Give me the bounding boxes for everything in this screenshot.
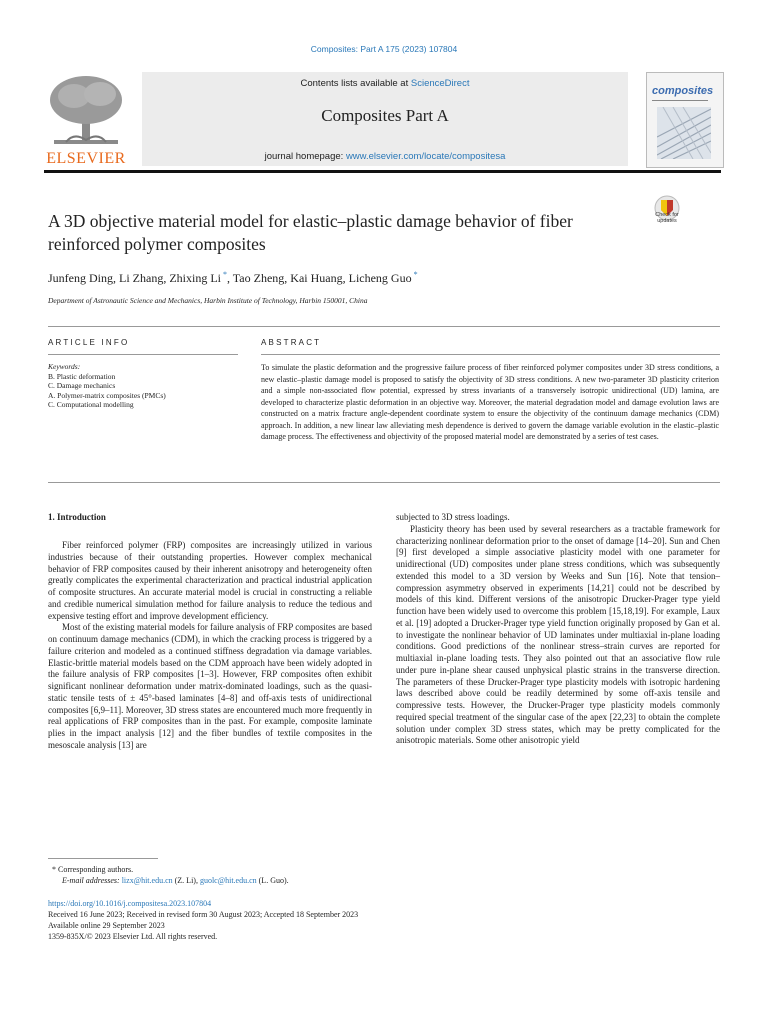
journal-homepage-link[interactable]: www.elsevier.com/locate/compositesa	[345, 151, 506, 162]
article-title: A 3D objective material model for elastic–plastic damage behavior of fiber reinforced polymer composites	[48, 211, 573, 254]
abstract-heading: ABSTRACT	[261, 338, 322, 347]
received-dates: Received 16 June 2023; Received in revised form 30 August 2023; Accepted 18 September 2023	[48, 910, 359, 919]
author-list	[48, 270, 418, 286]
keywords-block	[48, 362, 238, 410]
right-column	[396, 512, 720, 747]
sciencedirect-link[interactable]: ScienceDirect	[410, 78, 470, 89]
corresponding-author-mark[interactable]: *	[221, 270, 227, 279]
keyword[interactable]: C. Damage mechanics	[48, 381, 116, 390]
author-separator: ,	[163, 271, 170, 285]
email-link-li[interactable]: lizx@hit.edu.cn	[121, 876, 173, 885]
online-date: Available online 29 September 2023	[48, 921, 165, 930]
divider	[48, 482, 720, 483]
author-separator: ,	[284, 271, 291, 285]
author-name[interactable]: Kai Huang	[290, 271, 343, 285]
cover-title: composites	[652, 85, 714, 97]
doi-link[interactable]: https://doi.org/10.1016/j.compositesa.2023.107804	[48, 899, 212, 908]
check-for-updates-label: Check for updates	[655, 212, 679, 224]
keywords-title: Keywords:	[48, 362, 81, 371]
corresponding-author-mark[interactable]: *	[411, 270, 418, 279]
article-metadata	[48, 898, 358, 942]
author-name[interactable]: Tao Zheng	[232, 271, 285, 285]
divider	[48, 354, 238, 355]
article-info-heading: ARTICLE INFO	[48, 338, 130, 347]
corresponding-note: * Corresponding authors.	[52, 865, 134, 874]
journal-name: Composites Part A	[321, 106, 449, 125]
publisher-name: ELSEVIER	[46, 150, 126, 167]
journal-citation-link[interactable]: Composites: Part A 175 (2023) 107804	[310, 44, 458, 54]
keyword[interactable]: A. Polymer-matrix composites (PMCs)	[48, 390, 166, 400]
paragraph: Most of the existing material models for failure analysis of FRP composites are based on continuum damage mechanics (CDM), in which the cracking process is triggered by a failure criterion and modeled as a continued stiffness degradation via damage variables. Elastic-brittle material models based on the CDM approach have been widely adopted in the failure analysis of FRP composites [1–3]. However, FRP composites often exhibit significant nonlinear deformation under matrix-dominated loadings, such as the quasi-static tensile tests of ± 45°-based laminates [4–8] and off-axis tests of unidirectional composites [6,9–11]. Moreover, 3D stress states are encountered much more frequently in real applications of FRP composites than in the past. For example, composite laminate plies in the impact analysis [12] and the fiber bundles of textile composites in the mesoscale analysis [13] are	[48, 622, 372, 750]
header-rule	[44, 170, 721, 173]
author-name[interactable]: Licheng Guo	[348, 271, 412, 285]
author-name[interactable]: Li Zhang	[119, 271, 164, 285]
paragraph: Fiber reinforced polymer (FRP) composites are increasingly utilized in various industries because of their outstanding properties. However complex mechanical behavior of FRP composites caused by their inherent anisotropy and heterogeneity often greatly complicates the experimental characterization and practical industrial application of composite structures. An accurate material model is crucial in constructing a reliable and credible numerical simulation method for failure analysis to reduce the tedious and expensive testing effort and improve development efficiency.	[48, 540, 372, 621]
author-name[interactable]: Junfeng Ding	[48, 271, 113, 285]
author-separator: ,	[227, 271, 233, 285]
author-name[interactable]: Zhixing Li	[169, 271, 221, 285]
paragraph: Plasticity theory has been used by several researchers as a tractable framework for characterizing nonlinear deformation prior to the onset of damage [14–20]. Sun and Chen [9] first developed a simple associative plasticity model with one parameter for unidirectional (UD) composites under plane stress conditions, which was subsequently extended this model to a 3D version by Weeks and Sun [16]. Note that tension–compression asymmetry observed in experiments [14,21] could not be described by models of this kind. Different versions of the anisotropic Drucker-Prager type yield function have been widely used to overcome this problem [15,18,19]. For example, Laux et al. [19] adopted a Drucker-Prager type yield function originally proposed by Gan et al. to investigate the nonlinear behavior of UD laminates under multiaxial in-plane loading conditions. Good predictions of the nonlinear stress–strain curves are reported for multiaxial in-plane loading tests. They also pointed out that an associative flow rule under pure in-plane shear caused unphysical plastic strains in the transverse direction. The parameters of these Drucker-Prager type plasticity models with isotropic hardening laws described above could be readily determined by some off-axis tensile and compressive tests. However, the Drucker-Prager type plasticity models commonly required special treatment of the singular case of the apex [22,23] to obtain the complete solution under complex 3D stress states, which may be pretty complicated for the anisotropic materials. Some other anisotropic yield	[396, 523, 720, 746]
copyright: 1359-835X/© 2023 Elsevier Ltd. All rights reserved.	[48, 932, 218, 941]
keyword[interactable]: C. Computational modelling	[48, 400, 134, 409]
section-title-introduction: 1. Introduction	[48, 512, 106, 522]
divider	[261, 354, 720, 355]
cover-subtitle-lines	[652, 99, 712, 104]
left-column	[48, 540, 372, 752]
author-separator: ,	[342, 271, 349, 285]
paragraph: subjected to 3D stress loadings.	[396, 512, 510, 522]
keyword[interactable]: B. Plastic deformation	[48, 371, 116, 381]
author-separator: ,	[113, 271, 119, 285]
journal-cover-thumbnail[interactable]	[646, 72, 724, 168]
email-link-guo[interactable]: guolc@hit.edu.cn	[199, 876, 257, 885]
email-note: E-mail addresses: lizx@hit.edu.cn (Z. Li), guolc@hit.edu.cn (L. Guo).	[62, 876, 289, 885]
footnotes	[48, 864, 289, 886]
contents-availability: Contents lists available at ScienceDirect	[300, 78, 470, 89]
footnote-rule	[48, 858, 158, 859]
affiliation: Department of Astronautic Science and Mechanics, Harbin Institute of Technology, Harbin 150001, China	[48, 296, 368, 305]
abstract-text: To simulate the plastic deformation and the progressive failure process of fiber reinforced polymer composites under 3D stress conditions, a new elastic–plastic damage model is proposed to satisfy the objectivity of 3D stress conditions. A new two-parameter 3D plasticity criterion and a simple non-associated flow potential, expressed by stress invariants of a transversely isotropic unidirectional (UD) lamina, are developed to characterize plastic deformation in an objective way. Moreover, the material degradation model and damage evolution laws are constructed on a matrix fracture angle-dependent coordinate system to ensure the objectivity of the continuum damage mechanics (CDM) approach. In addition, a new linear law alleviating mesh dependence is derived to govern the damage variable evolution in the elastic–plastic damage process. The effectiveness and objectivity of the proposed material model are demonstrated by a series of test cases.	[261, 363, 719, 441]
divider	[48, 326, 720, 327]
cover-artwork	[657, 107, 711, 159]
journal-homepage: journal homepage: www.elsevier.com/locate/compositesa	[264, 151, 506, 162]
